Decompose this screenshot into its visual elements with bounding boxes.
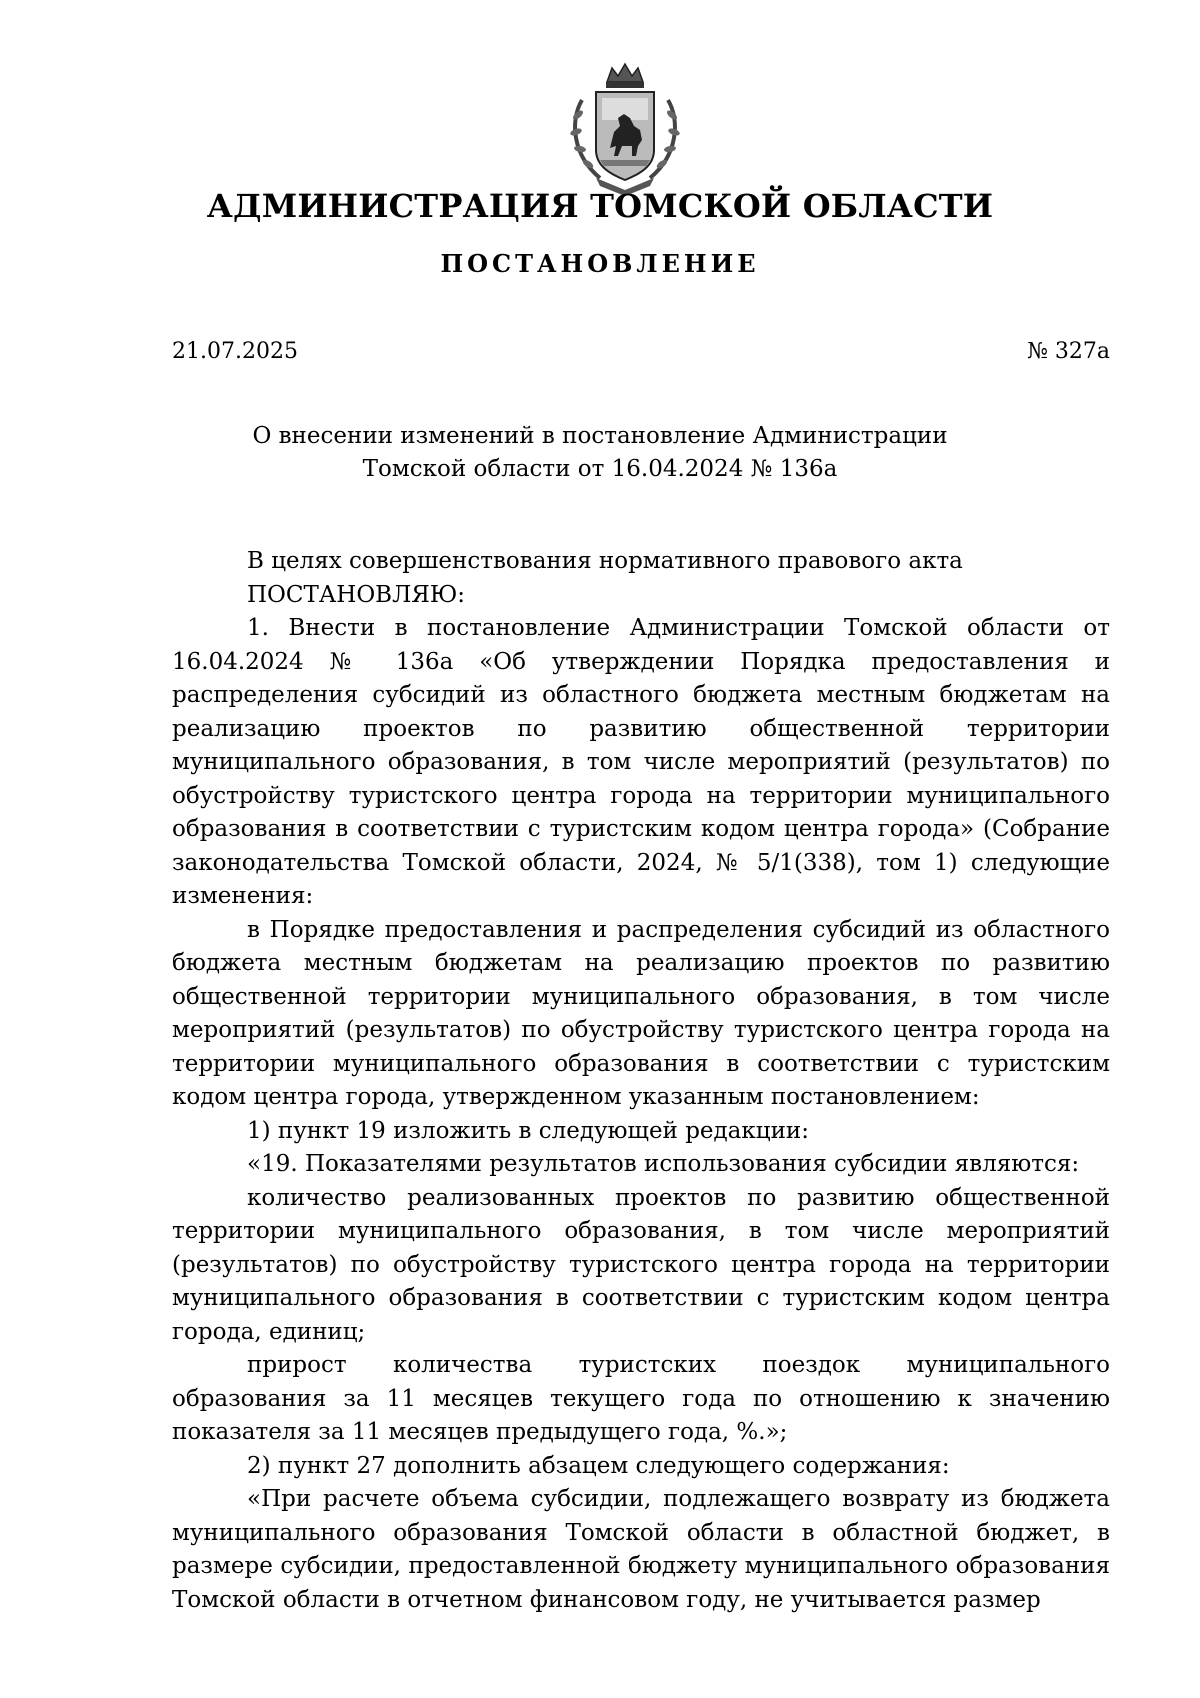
subject-line: Томской области от 16.04.2024 № 136а bbox=[362, 456, 838, 482]
body-paragraph-decree: ПОСТАНОВЛЯЮ: bbox=[247, 581, 466, 608]
document-subject bbox=[0, 420, 1200, 486]
body-paragraph: количество реализованных проектов по развитию общественной территории муниципального образования, в том числе мероприятий (результатов) по обустройству туристского центра города на территории муниципального образования в соответствии с туристским кодом центра города, единиц; bbox=[172, 1184, 1110, 1345]
tomsk-region-coat-of-arms-icon bbox=[560, 60, 690, 198]
body-paragraph: в Порядке предоставления и распределения субсидий из областного бюджета местным бюджетам на реализацию проектов по развитию общественной территории муниципального образования, в том числе мероприятий (результатов) по обустройству туристского центра города на территории муниципального образования в соответствии с туристским кодом центра города, утвержденном указанным постановлением: bbox=[172, 916, 1110, 1110]
body-paragraph: 2) пункт 27 дополнить абзацем следующего содержания: bbox=[247, 1452, 950, 1479]
body-paragraph: 1. Внести в постановление Администрации Томской области от 16.04.2024 № 136а «Об утверждении Порядка предоставления и распределения субсидий из областного бюджета местным бюджетам на реализацию проектов по развитию общественной территории муниципального образования, в том числе мероприятий (результатов) по обустройству туристского центра города на территории муниципального образования в соответствии с туристским кодом центра города» (Собрание законодательства Томской области, 2024, № 5/1(338), том 1) следующие изменения: bbox=[172, 615, 1110, 909]
body-paragraph: прирост количества туристских поездок муниципального образования за 11 месяцев текущего года по отношению к значению показателя за 11 месяцев предыдущего года, %.»; bbox=[172, 1352, 1110, 1445]
document-type: ПОСТАНОВЛЕНИЕ bbox=[440, 249, 760, 278]
issuing-authority: АДМИНИСТРАЦИЯ ТОМСКОЙ ОБЛАСТИ bbox=[206, 187, 994, 225]
coat-of-arms-graphic bbox=[560, 60, 690, 198]
body-paragraph: 1) пункт 19 изложить в следующей редакции: bbox=[247, 1117, 809, 1144]
subject-line: О внесении изменений в постановление Администрации bbox=[252, 423, 948, 449]
body-paragraph: В целях совершенствования нормативного правового акта bbox=[247, 548, 963, 574]
document-date: 21.07.2025 bbox=[172, 339, 298, 364]
body-paragraph: «При расчете объема субсидии, подлежащего возврату из бюджета муниципального образования Томской области в областной бюджет, в размере субсидии, предоставленной бюджету муниципального образования Томской области в отчетном финансовом году, не учитывается размер bbox=[172, 1486, 1110, 1613]
body-paragraph: «19. Показателями результатов использования субсидии являются: bbox=[247, 1151, 1080, 1177]
document-number: № 327а bbox=[1027, 339, 1110, 364]
document-body bbox=[172, 545, 1110, 1617]
